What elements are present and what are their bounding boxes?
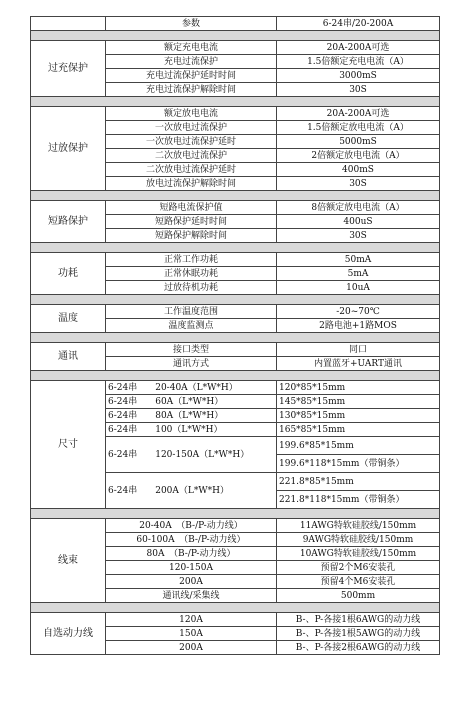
header-value-cell: 6-24串/20-200A — [277, 17, 440, 31]
value-cell: 165*85*15mm — [277, 423, 440, 437]
value-cell: 预留2个M6安装孔 — [277, 561, 440, 575]
value-cell: 400uS — [277, 215, 440, 229]
section-separator — [31, 371, 440, 381]
value-cell: 400mS — [277, 163, 440, 177]
param-cell: 短路电流保护值 — [106, 201, 277, 215]
spec-row — [31, 41, 440, 55]
separator-cell — [31, 371, 440, 381]
separator-cell — [31, 333, 440, 343]
param-cell: 200A — [106, 641, 277, 655]
param-cell: 6-24串 80A（L*W*H） — [106, 409, 277, 423]
param-cell: 150A — [106, 627, 277, 641]
param-cell: 短路保护解除时间 — [106, 229, 277, 243]
value-cell: 9AWG特软硅胶线/150mm — [277, 533, 440, 547]
value-cell: 221.8*85*15mm — [277, 473, 440, 491]
param-cell: 80A （B-/P-动力线） — [106, 547, 277, 561]
separator-cell — [31, 295, 440, 305]
value-cell: B-、P-各接1根6AWG的动力线 — [277, 613, 440, 627]
param-cell: 一次放电过流保护延时 — [106, 135, 277, 149]
value-cell: 199.6*85*15mm — [277, 437, 440, 455]
param-cell: 6-24串 60A（L*W*H） — [106, 395, 277, 409]
value-cell: 2倍额定放电电流（A） — [277, 149, 440, 163]
spec-row — [31, 107, 440, 121]
value-cell: 30S — [277, 83, 440, 97]
value-cell: 120*85*15mm — [277, 381, 440, 395]
spec-row — [31, 305, 440, 319]
param-cell: 6-24串 100（L*W*H） — [106, 423, 277, 437]
param-cell: 一次放电过流保护 — [106, 121, 277, 135]
value-cell: 11AWG特软硅胶线/150mm — [277, 519, 440, 533]
value-cell: 1.5倍额定放电电流（A） — [277, 121, 440, 135]
spec-row — [31, 613, 440, 627]
separator-cell — [31, 191, 440, 201]
param-cell: 接口类型 — [106, 343, 277, 357]
param-cell: 6-24串 120-150A（L*W*H） — [106, 437, 277, 473]
param-cell: 额定放电电流 — [106, 107, 277, 121]
category-cell: 自选动力线 — [31, 613, 106, 655]
value-cell: B-、P-各接1根5AWG的动力线 — [277, 627, 440, 641]
separator-cell — [31, 603, 440, 613]
category-cell: 过充保护 — [31, 41, 106, 97]
section-separator — [31, 97, 440, 107]
value-cell: 预留4个M6安装孔 — [277, 575, 440, 589]
section-separator — [31, 333, 440, 343]
header-category-cell — [31, 17, 106, 31]
param-cell: 二次放电过流保护延时 — [106, 163, 277, 177]
param-cell: 充电过流保护解除时间 — [106, 83, 277, 97]
category-cell: 功耗 — [31, 253, 106, 295]
param-cell: 温度监测点 — [106, 319, 277, 333]
param-cell: 额定充电电流 — [106, 41, 277, 55]
category-cell: 过放保护 — [31, 107, 106, 191]
category-cell: 温度 — [31, 305, 106, 333]
param-cell: 充电过流保护 — [106, 55, 277, 69]
value-cell: 5mA — [277, 267, 440, 281]
value-cell: 10uA — [277, 281, 440, 295]
spec-table — [30, 16, 440, 655]
value-cell: 20A-200A可选 — [277, 41, 440, 55]
separator-cell — [31, 243, 440, 253]
param-cell: 20-40A （B-/P-动力线） — [106, 519, 277, 533]
spec-row — [31, 343, 440, 357]
category-cell: 尺寸 — [31, 381, 106, 509]
value-cell: 30S — [277, 229, 440, 243]
section-separator — [31, 31, 440, 41]
spec-row — [31, 253, 440, 267]
param-cell: 充电过流保护延时时间 — [106, 69, 277, 83]
section-separator — [31, 191, 440, 201]
section-separator — [31, 509, 440, 519]
value-cell: B-、P-各接2根6AWG的动力线 — [277, 641, 440, 655]
separator-cell — [31, 509, 440, 519]
spec-row — [31, 519, 440, 533]
category-cell: 通讯 — [31, 343, 106, 371]
param-cell: 正常工作功耗 — [106, 253, 277, 267]
separator-cell — [31, 97, 440, 107]
value-cell: 3000mS — [277, 69, 440, 83]
value-cell: 500mm — [277, 589, 440, 603]
header-row — [31, 17, 440, 31]
param-cell: 放电过流保护解除时间 — [106, 177, 277, 191]
spec-row — [31, 381, 440, 395]
spec-table-body — [31, 17, 440, 655]
value-cell: 5000mS — [277, 135, 440, 149]
spec-row — [31, 201, 440, 215]
param-cell: 正常休眠功耗 — [106, 267, 277, 281]
param-cell: 60-100A （B-/P-动力线） — [106, 533, 277, 547]
value-cell: 2路电池+1路MOS — [277, 319, 440, 333]
param-cell: 6-24串 20-40A（L*W*H） — [106, 381, 277, 395]
value-cell: 8倍额定放电电流（A） — [277, 201, 440, 215]
param-cell: 6-24串 200A（L*W*H） — [106, 473, 277, 509]
value-cell: -20~70℃ — [277, 305, 440, 319]
section-separator — [31, 295, 440, 305]
param-cell: 过放待机功耗 — [106, 281, 277, 295]
param-cell: 通讯方式 — [106, 357, 277, 371]
param-cell: 短路保护延时时间 — [106, 215, 277, 229]
section-separator — [31, 243, 440, 253]
param-cell: 工作温度范围 — [106, 305, 277, 319]
separator-cell — [31, 31, 440, 41]
value-cell: 145*85*15mm — [277, 395, 440, 409]
value-cell: 内置蓝牙+UART通讯 — [277, 357, 440, 371]
value-cell: 20A-200A可选 — [277, 107, 440, 121]
value-cell: 30S — [277, 177, 440, 191]
category-cell: 短路保护 — [31, 201, 106, 243]
section-separator — [31, 603, 440, 613]
value-cell: 199.6*118*15mm（带铜条） — [277, 455, 440, 473]
value-cell: 50mA — [277, 253, 440, 267]
param-cell: 200A — [106, 575, 277, 589]
param-cell: 通讯线/采集线 — [106, 589, 277, 603]
value-cell: 1.5倍额定充电电流（A） — [277, 55, 440, 69]
value-cell: 10AWG特软硅胶线/150mm — [277, 547, 440, 561]
value-cell: 同口 — [277, 343, 440, 357]
param-cell: 120-150A — [106, 561, 277, 575]
param-cell: 120A — [106, 613, 277, 627]
category-cell: 线束 — [31, 519, 106, 603]
param-cell: 二次放电过流保护 — [106, 149, 277, 163]
value-cell: 130*85*15mm — [277, 409, 440, 423]
header-param-cell: 参数 — [106, 17, 277, 31]
value-cell: 221.8*118*15mm（带铜条） — [277, 491, 440, 509]
